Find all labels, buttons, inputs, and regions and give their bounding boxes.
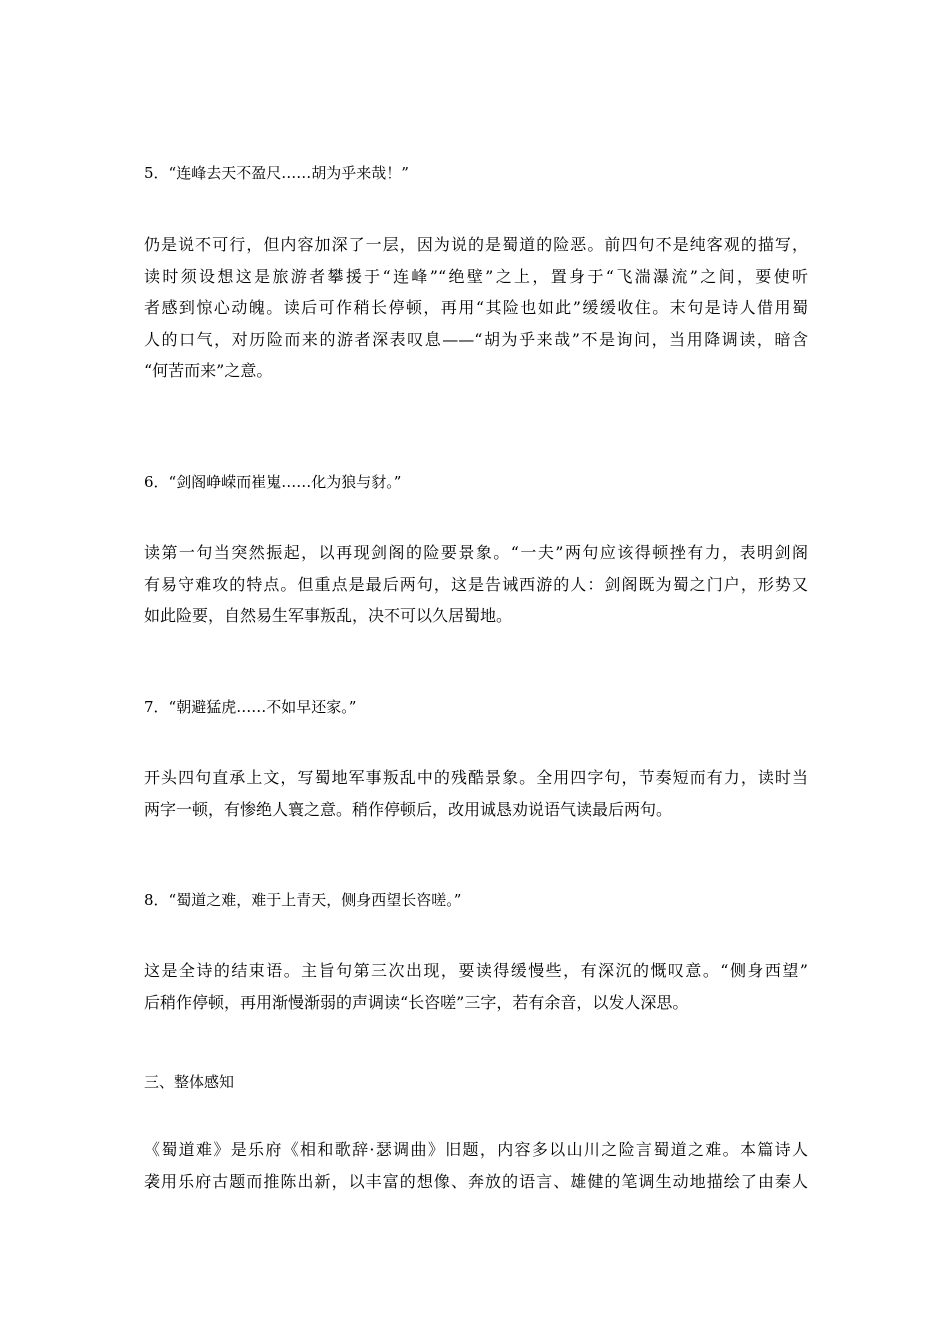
paragraph-line: 人的口气，对历险而来的游者深表叹息——“胡为乎来哉”不是询问，当用降调读，暗含 bbox=[144, 329, 808, 349]
section-7-heading: 7．“朝避猛虎……不如早还家。” bbox=[144, 698, 357, 716]
paragraph-line: 《蜀道难》是乐府《相和歌辞·瑟调曲》旧题，内容多以山川之险言蜀道之难。本篇诗人 bbox=[144, 1140, 808, 1159]
paragraph-line: 读时须设想这是旅游者攀援于“连峰”“绝壁”之上，置身于“飞湍瀑流”之间，要使听 bbox=[144, 266, 808, 286]
paragraph-line: 有易守难攻的特点。但重点是最后两句，这是告诫西游的人：剑阁既为蜀之门户，形势又 bbox=[144, 574, 808, 594]
paragraph-line: 后稍作停顿，再用渐慢渐弱的声调读“长咨嗟”三字，若有余音，以发人深思。 bbox=[144, 992, 689, 1012]
paragraph-line: 这是全诗的结束语。主旨句第三次出现，要读得缓慢些，有深沉的慨叹意。“侧身西望” bbox=[144, 961, 808, 980]
paragraph-line: 仍是说不可行，但内容加深了一层，因为说的是蜀道的险恶。前四句不是纯客观的描写， bbox=[144, 235, 808, 254]
paragraph-line: 开头四句直承上文，写蜀地军事叛乱中的残酷景象。全用四字句，节奏短而有力，读时当 bbox=[144, 768, 808, 787]
section-8-paragraph bbox=[144, 955, 808, 1018]
section-7-paragraph bbox=[144, 762, 808, 825]
section-5-paragraph bbox=[144, 229, 808, 387]
paragraph-line: “何苦而来”之意。 bbox=[144, 361, 273, 380]
section-5-heading: 5．“连峰去天不盈尺……胡为乎来哉！” bbox=[144, 164, 409, 182]
section-6-heading: 6．“剑阁峥嵘而崔嵬……化为狼与豺。” bbox=[144, 473, 402, 491]
paragraph-line: 两字一顿，有惨绝人寰之意。稍作停顿后，改用诚恳劝说语气读最后两句。 bbox=[144, 799, 673, 819]
section-6-paragraph bbox=[144, 537, 808, 632]
paragraph-line: 如此险要，自然易生军事叛乱，决不可以久居蜀地。 bbox=[144, 606, 513, 625]
paragraph-line: 读第一句当突然振起，以再现剑阁的险要景象。“一夫”两句应该得顿挫有力，表明剑阁 bbox=[144, 543, 808, 562]
section-8-heading: 8．“蜀道之难，难于上青天，侧身西望长咨嗟。” bbox=[144, 891, 462, 909]
paragraph-line: 袭用乐府古题而推陈出新，以丰富的想像、奔放的语言、雄健的笔调生动地描绘了由秦人 bbox=[144, 1171, 808, 1191]
section-overall-heading: 三、整体感知 bbox=[144, 1073, 235, 1091]
paragraph-line: 者感到惊心动魄。读后可作稍长停顿，再用“其险也如此”缓缓收住。末句是诗人借用蜀 bbox=[144, 298, 808, 317]
section-overall-paragraph bbox=[144, 1134, 808, 1197]
